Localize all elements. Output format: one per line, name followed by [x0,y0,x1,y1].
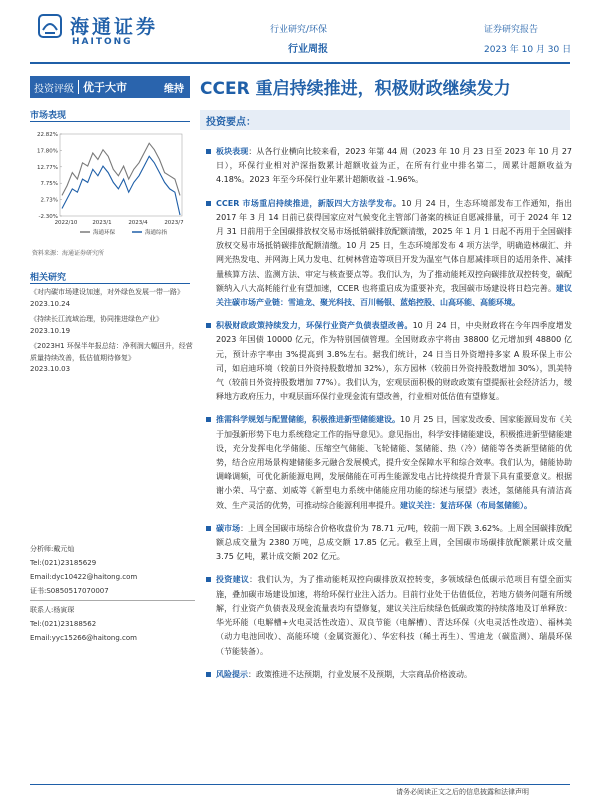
item-text: ：政策推进不达预期，行业发展不及预期，大宗商品价格波动。 [248,669,472,679]
related-item-date: 2023.10.19 [30,326,71,335]
market-section-divider [30,121,190,122]
analyst-cert: 证书:S0850517070007 [30,587,109,595]
series-line-index [62,156,180,215]
list-item [206,522,572,565]
related-section-divider [30,283,190,284]
list-item [206,145,572,188]
analyst-info [30,542,195,645]
bullet-icon [206,577,211,582]
contact-email[interactable]: Email:yyc15266@haitong.com [30,634,137,642]
related-section-title: 相关研究 [30,273,67,283]
rating-action: 维持 [164,83,184,95]
item-tail: 建议关注碳市场产业链：雪迪龙、聚光科技、百川畅银、蓝焰控股、山高环能、高能环境。 [216,283,572,308]
item-text: 10 月 24 日，生态环境部发布工作通知，指出 2017 年 3 月 14 日前已获得国家应对气候变化主管部门备案的核证自愿减排量，可于 2024 年 12 月 31 日前用于全国碳排放权交易市场抵销碳排放配额清缴，2025 年 1 月 1 日起不再用于全国碳排放权交易市场抵销碳排放配额清缴。10 月 25 日，生态环境部发布 4 项方法学，明确造林碳汇、并网光热发电、并网海上风力发电、红树林营造等项目开发为温室气体自愿减排项目的适用条件、减排量核算方法、监测方法、审定与核查要点等。我们认为，为了推动能耗双控向碳排放双控转变，碳配额纳入八大高耗能行业有望加速，CCER 也将重启成为重要补充，我国碳市场建设将日趋完善。 [216,198,572,293]
y-tick-label: 22.82% [37,132,58,138]
related-item-date: 2023.10.03 [30,365,71,373]
list-item [206,668,572,682]
chart-source: 资料来源：海通证券研究所 [32,250,105,257]
y-tick-label: 17.80% [37,148,58,155]
list-item [206,197,572,311]
related-item-date: 2023.10.24 [30,299,71,308]
analyst-tel: Tel:(021)23185629 [30,559,97,567]
item-lead: 碳市场 [216,523,241,533]
rating-separator [78,80,79,94]
logo-mark-icon [38,14,62,38]
y-tick-label: 12.77% [37,164,58,171]
rating-value: 优于大市 [83,81,127,94]
y-tick-label: 7.75% [40,181,58,188]
related-item-title[interactable]: 《对内碳市场建设加速，对外绿色发展一带一路》 [30,288,184,296]
item-text: ：从各行业横向比较来看，2023 年第 44 周（2023 年 10 月 23 日至 2023 年 10 月 27 日），环保行业相对沪深指数累计超额收益为正，在所有行业中排名第二，周累计超额收益为 4.18%。2023 年至今环保行业年累计超额收益 -1.96%。 [216,147,572,185]
key-points-content [206,145,572,691]
related-item-title[interactable]: 《持续长江流域治理，协同推进绿色产业》 [30,315,163,323]
rating-label: 投资评级 [34,83,74,95]
analyst-email[interactable]: Email:dyc10422@haitong.com [30,573,138,581]
item-lead: 推需科学规划与配置储能，积极推进新型储能建设。 [216,415,400,425]
item-lead: 风险提示 [216,669,248,679]
footer-disclaimer: 请务必阅读正文之后的信息披露和法律声明 [396,788,529,796]
x-tick-label: 2023/1 [92,220,112,226]
item-lead: 板块表现 [216,147,249,156]
x-tick-label: 2023/4 [128,220,148,226]
y-tick-label: 2.73% [40,197,58,204]
related-list [30,287,195,380]
logo-text-en: HAITONG [72,37,133,47]
contact-name: 联系人:杨寅琛 [30,606,75,614]
legend-label: 海通环保 [93,230,116,236]
list-item [206,573,572,658]
item-text: 10 月 25 日，国家发改委、国家能源局发布《关于加强新形势下电力系统稳定工作的指导意见》。意见指出，科学安排储能建设，积极推进新型储能建设，充分发挥电化学储能、压缩空气储能、飞轮储能、氢储能、热（冷）储能等各类新型储能的优势，结合应用场景构建储能多元融合发展模式，提升安全保障水平和综合效率。我们认为，储能协助调峰调频，可优化新能源电网，发展储能在可再生能源发电占比持续提升背景下具有重要意义。根据谢小荣、马宁嘉、刘威等《新型电力系统中储能应用功能的综述与展望》表述，氢储能具有清洁高效、生产灵活的优势，可推动综合能源利用率提升。 [216,415,572,510]
item-text: 10 月 24 日，中央财政将在今年四季度增发 2023 年国债 10000 亿元，作为特别国债管理。全国财政赤字将由 38800 亿元增加到 48800 亿元，预计赤字率由 3%提高到 3.8%左右。据我们统计，24 日当日外资增持多家 A 股环保上市公司，如启迪环境（较前日外资持股数增加 32%），东方园林（较前日外资持股数增加 30%），凯美特气（较前日外资持股数增加 77%）。我们认为，宏观层面积极的财政政策有望提振社会经济活力，缓释地方政府压力，中观层面环保行业现金流有望改善，行业相对低估值有望修复。 [216,321,572,402]
list-item [206,319,572,404]
x-tick-label: 2022/10 [54,220,78,226]
footer-divider [30,784,570,785]
bullet-icon [206,526,211,531]
item-text: ：我们认为，为了推动能耗双控向碳排放双控转变，多领域绿色低碳示范项目有望全面实施，叠加碳市场建设加速，将给环保行业注入活力。目前行业处于估值低位，若地方债务问题有所缓解，行业资产负债表及现金流量表均有望修复，建议关注后续绿色低碳政策的持续落地及订单释放：华光环能（电解槽+火电灵活性改造）、双良节能（电解槽）、青达环保（火电灵活性改造）、福林美（动力电池回收）、高能环境（金属资源化）、华宏科技（稀土再生）、雪迪龙（碳监测）、瑞晨环保（节能装备）。 [216,575,573,656]
header-divider [30,62,570,64]
item-lead: 投资建议 [216,575,250,585]
market-chart [30,128,195,238]
item-lead: 积极财政政策持续发力，环保行业资产负债表望改善。 [216,321,413,331]
bullet-icon [206,417,211,422]
bullet-icon [206,149,211,154]
analyst-divider [30,600,195,601]
related-item-title[interactable]: 《2023H1 环保半年报总结：净利润大幅回升，经营质量持续改善，低估值期待修复》 [30,342,193,362]
x-tick-label: 2023/7 [164,220,184,226]
legend-label: 海通综指 [145,230,168,236]
item-tail: 建议关注：复洁环保（布局氢储能）。 [400,500,532,510]
bullet-icon [206,323,211,328]
market-section-title: 市场表现 [30,111,67,121]
logo-text-cn: 海通证券 [70,16,159,38]
company-logo [38,12,178,52]
bullet-icon [206,201,211,206]
page-title: CCER 重启持续推进，积极财政继续发力 [200,79,511,99]
list-item [206,413,572,512]
y-tick-label: -2.30% [38,214,58,220]
bullet-icon [206,672,211,677]
rating-box [30,76,190,98]
report-type: 行业周报 [288,44,328,55]
item-lead: CCER 市场重启持续推进，新版四大方法学发布。 [216,198,402,208]
report-kind: 证券研究报告 [484,25,539,35]
item-text: ：上周全国碳市场综合价格收盘价为 78.71 元/吨，较前一周下跌 3.62%。上周全国碳排放配额总成交量为 2380 万吨，总成交额 17.85 亿元。截至上周，全国碳市场碳排放配额累计成交量 3.75 亿吨，累计成交额 202 亿元。 [216,523,573,562]
key-points-title: 投资要点： [206,117,256,128]
analyst-name: 分析师:戴元灿 [30,545,75,553]
report-category: 行业研究/环保 [270,25,328,35]
report-date: 2023 年 10 月 30 日 [484,45,572,55]
contact-tel: Tel:(021)23188562 [30,620,97,628]
